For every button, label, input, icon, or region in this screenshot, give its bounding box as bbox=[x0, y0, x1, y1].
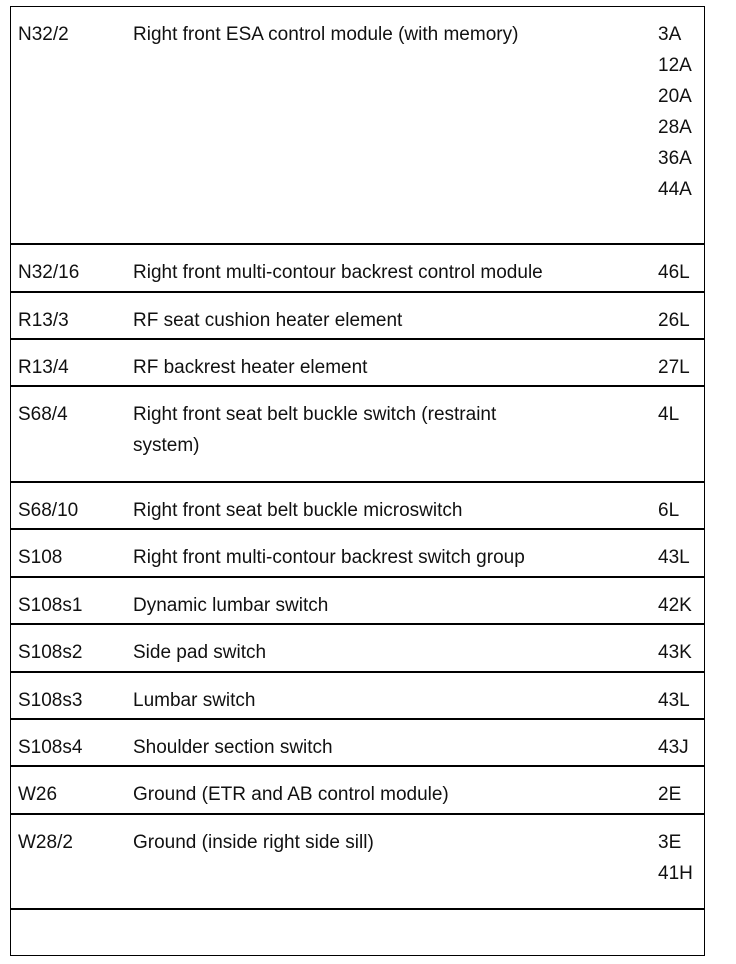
grid-location: 36A bbox=[658, 148, 692, 169]
table-row bbox=[11, 7, 704, 245]
grid-location: 46L bbox=[658, 262, 690, 283]
grid-locations bbox=[658, 257, 703, 288]
component-code: W26 bbox=[18, 784, 58, 805]
component-code: S68/4 bbox=[18, 404, 68, 425]
grid-locations bbox=[658, 685, 703, 716]
table-row bbox=[11, 625, 704, 673]
component-code: S108s4 bbox=[18, 737, 83, 758]
component-description: Ground (ETR and AB control module) bbox=[133, 784, 449, 805]
table-row bbox=[11, 530, 704, 578]
component-table bbox=[10, 6, 705, 956]
grid-location: 28A bbox=[658, 117, 692, 138]
component-description: RF backrest heater element bbox=[133, 357, 368, 378]
grid-locations bbox=[658, 827, 703, 889]
grid-locations bbox=[658, 779, 703, 810]
grid-locations bbox=[658, 399, 703, 430]
component-code: R13/4 bbox=[18, 357, 69, 378]
grid-locations bbox=[658, 305, 703, 336]
component-code: N32/2 bbox=[18, 24, 69, 45]
component-description: Shoulder section switch bbox=[133, 737, 333, 758]
table-row bbox=[11, 483, 704, 530]
component-code: S68/10 bbox=[18, 500, 79, 521]
table-row bbox=[11, 293, 704, 340]
component-description: Lumbar switch bbox=[133, 690, 256, 711]
grid-locations bbox=[658, 542, 703, 573]
table-row bbox=[11, 673, 704, 720]
component-description: Right front multi-contour backrest switch group bbox=[133, 547, 525, 568]
grid-location: 2E bbox=[658, 784, 682, 805]
table-row bbox=[11, 720, 704, 767]
grid-location: 42K bbox=[658, 595, 692, 616]
grid-locations bbox=[658, 590, 703, 621]
grid-location: 43J bbox=[658, 737, 689, 758]
table-row bbox=[11, 578, 704, 625]
grid-location: 44A bbox=[658, 179, 692, 200]
component-code: S108s2 bbox=[18, 642, 83, 663]
component-code: S108 bbox=[18, 547, 63, 568]
table-row bbox=[11, 387, 704, 483]
grid-location: 26L bbox=[658, 310, 690, 331]
component-description: Ground (inside right side sill) bbox=[133, 832, 374, 853]
component-description: Right front seat belt buckle microswitch bbox=[133, 500, 463, 521]
grid-location: 41H bbox=[658, 863, 693, 884]
component-code: W28/2 bbox=[18, 832, 73, 853]
component-description: RF seat cushion heater element bbox=[133, 310, 403, 331]
grid-locations bbox=[658, 637, 703, 668]
grid-location: 3A bbox=[658, 24, 682, 45]
component-description: Right front ESA control module (with memory) bbox=[133, 24, 519, 45]
component-description: Right front seat belt buckle switch (restraint system) bbox=[133, 404, 497, 456]
table-row bbox=[11, 245, 704, 293]
grid-location: 12A bbox=[658, 55, 692, 76]
grid-locations bbox=[658, 352, 703, 383]
grid-location: 43L bbox=[658, 547, 690, 568]
grid-locations bbox=[658, 19, 703, 205]
grid-location: 43K bbox=[658, 642, 692, 663]
grid-locations bbox=[658, 732, 703, 763]
table-row bbox=[11, 340, 704, 387]
grid-location: 27L bbox=[658, 357, 690, 378]
grid-location: 20A bbox=[658, 86, 692, 107]
component-description: Right front multi-contour backrest control module bbox=[133, 262, 543, 283]
grid-location: 6L bbox=[658, 500, 680, 521]
component-description: Dynamic lumbar switch bbox=[133, 595, 329, 616]
component-code: R13/3 bbox=[18, 310, 69, 331]
table-row bbox=[11, 815, 704, 910]
grid-location: 3E bbox=[658, 832, 682, 853]
grid-locations bbox=[658, 495, 703, 526]
table-row bbox=[11, 767, 704, 815]
grid-location: 43L bbox=[658, 690, 690, 711]
component-code: S108s3 bbox=[18, 690, 83, 711]
component-code: N32/16 bbox=[18, 262, 80, 283]
component-description: Side pad switch bbox=[133, 642, 267, 663]
empty-table-row bbox=[11, 910, 704, 954]
component-code: S108s1 bbox=[18, 595, 83, 616]
grid-location: 4L bbox=[658, 404, 680, 425]
